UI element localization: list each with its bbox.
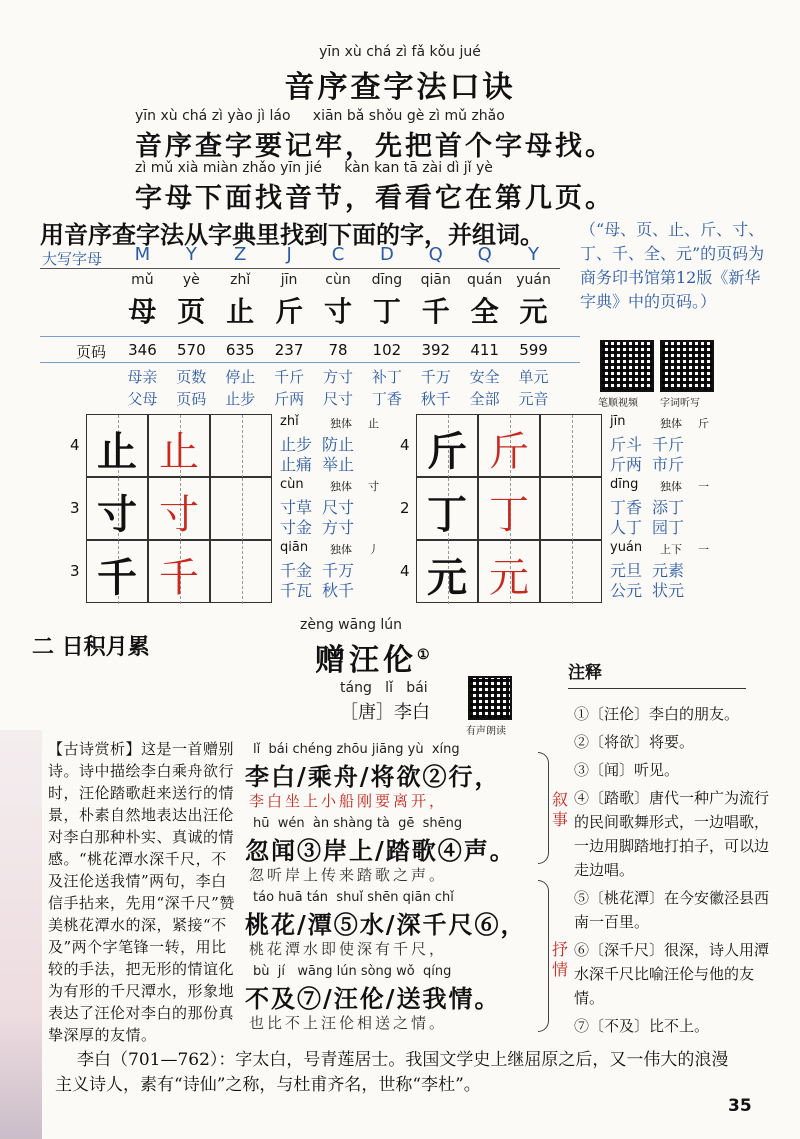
grid-guide — [242, 415, 243, 478]
grid-guide — [242, 478, 243, 541]
radical: 斤 — [698, 417, 709, 430]
word-cell: 千万 — [420, 368, 451, 386]
structure-tag: 独体 — [660, 480, 682, 493]
example-word: 公元 — [610, 581, 643, 600]
notes-list — [574, 702, 774, 1042]
poem-author: ［唐］李白 — [340, 702, 430, 723]
model-char: 止 — [97, 428, 137, 475]
stroke-count: 4 — [400, 562, 410, 580]
pages-label: 页码 — [76, 343, 107, 361]
writing-cell — [210, 540, 272, 603]
divider — [568, 688, 746, 689]
model-char: 丁 — [427, 491, 467, 538]
model-char: 寸 — [97, 491, 137, 538]
page-number-cell: 635 — [225, 341, 255, 359]
word-cell: 安全 — [469, 368, 500, 386]
radical: 寸 — [368, 480, 379, 493]
model-char: 元 — [427, 554, 467, 601]
example-word: 止痛 — [280, 455, 313, 474]
pages-row — [118, 341, 558, 361]
char-pinyin: qiān — [280, 540, 309, 555]
verse1: 音序查字要记牢，先把首个字母找。 — [135, 131, 615, 162]
capital-letters-row — [118, 244, 558, 266]
writing-cell — [210, 477, 272, 540]
structure-tag: 上下 — [660, 543, 682, 556]
word-cell: 母亲 — [127, 368, 158, 386]
verse2: 字母下面找音节，看看它在第几页。 — [135, 183, 615, 214]
traced-char: 寸 — [159, 492, 199, 538]
example-word: 方寸 — [322, 518, 355, 537]
page-number-cell: 237 — [274, 341, 304, 359]
note-item: ②〔将欲〕将要。 — [574, 733, 695, 751]
divider — [40, 268, 560, 269]
page-title: 音序查字法口诀 — [284, 70, 516, 105]
capital-letter: Z — [234, 244, 247, 265]
notes-title: 注释 — [568, 663, 602, 683]
word-cell: 全部 — [469, 390, 500, 408]
table-char: 千 — [421, 295, 450, 328]
stroke-count: 4 — [400, 436, 410, 454]
char-pinyin: cùn — [325, 272, 351, 288]
capital-letter: D — [379, 244, 394, 265]
poem-title-pinyin: zèng wāng lún — [300, 617, 403, 633]
note-item: ④〔踏歌〕唐代一种广为流行的民间歌舞形式，一边唱歌，一边用脚踏地打拍子，可以边走边唱。 — [574, 789, 770, 879]
example-word: 园丁 — [652, 518, 685, 537]
char-pinyin: yè — [182, 272, 200, 288]
table-char: 止 — [226, 295, 255, 328]
poem-body — [245, 742, 545, 1042]
divider — [40, 362, 580, 363]
word-cell: 秋千 — [420, 390, 451, 408]
table-char: 斤 — [275, 295, 304, 328]
poem-line: 李白/乘舟/将欲②行， — [245, 762, 501, 791]
example-word: 人丁 — [610, 518, 643, 537]
word-cell: 页码 — [176, 390, 207, 408]
page-number-cell: 599 — [519, 341, 548, 359]
author-pinyin: táng lǐ bái — [340, 680, 428, 696]
page-number-cell: 346 — [128, 341, 157, 359]
example-word: 元素 — [652, 561, 685, 580]
example-word: 市斤 — [652, 455, 685, 474]
stroke-count: 3 — [70, 499, 80, 517]
word-cell: 方寸 — [322, 368, 353, 386]
page-number-cell: 102 — [372, 341, 402, 359]
example-word: 寸金 — [280, 518, 313, 537]
label-narrative: 叙事 — [552, 790, 569, 829]
example-word: 添丁 — [652, 498, 685, 517]
word-cell: 页数 — [176, 368, 207, 386]
qr-label-stroke-video: 笔顺视频 — [598, 398, 638, 409]
divider — [40, 336, 580, 337]
writing-grid-right — [400, 412, 770, 607]
radical: 一 — [698, 480, 709, 493]
char-pinyin: dīng — [371, 272, 403, 288]
qr-label-dictation: 字词听写 — [660, 398, 700, 409]
char-pinyin: cùn — [280, 477, 304, 492]
capital-letter: Q — [428, 244, 443, 265]
example-word: 千万 — [322, 561, 355, 580]
pinyin-row — [118, 272, 558, 292]
word-cell: 补丁 — [371, 368, 402, 386]
poem-line-pinyin: bù jí wāng lún sòng wǒ qíng — [253, 964, 452, 979]
example-word: 丁香 — [610, 498, 643, 517]
char-pinyin: quán — [467, 272, 503, 288]
example-word: 千金 — [280, 561, 313, 580]
characters-row — [118, 290, 558, 330]
page-number-cell: 570 — [176, 341, 206, 359]
stroke-count: 2 — [400, 499, 410, 517]
table-char: 丁 — [372, 295, 401, 328]
example-word: 秋千 — [322, 581, 355, 600]
capital-letter: Y — [528, 244, 540, 265]
traced-char: 丁 — [489, 492, 529, 538]
structure-tag: 独体 — [660, 417, 682, 430]
grid-guide — [242, 541, 243, 604]
char-pinyin: mǔ — [131, 272, 154, 288]
example-word: 防止 — [322, 435, 355, 454]
poem-line: 忽闻③岸上/踏歌④声。 — [245, 836, 516, 865]
word-cell: 停止 — [225, 368, 256, 386]
capital-letter: Q — [477, 244, 492, 265]
writing-cell — [540, 540, 602, 603]
word-cell: 元音 — [518, 390, 549, 408]
capital-letter: Y — [185, 244, 197, 265]
poem-translation: 桃花潭水即使深有千尺， — [249, 940, 448, 958]
writing-cell — [210, 414, 272, 477]
table-char: 页 — [177, 295, 206, 328]
poem-translation: 也比不上汪伦相送之情。 — [249, 1014, 448, 1032]
writing-grid-left — [70, 412, 410, 607]
example-word: 千斤 — [652, 435, 685, 454]
poem-title — [315, 635, 434, 679]
poem-translation: 李白坐上小船刚要离开， — [249, 792, 448, 810]
table-char: 元 — [519, 295, 548, 328]
example-word: 千瓦 — [280, 581, 313, 600]
page-number-cell: 78 — [328, 341, 348, 359]
note-item: ③〔闻〕听见。 — [574, 761, 680, 779]
stroke-count: 4 — [70, 436, 80, 454]
poem-translation: 忽听岸上传来踏歌之声。 — [249, 866, 448, 884]
radical: 丿 — [368, 543, 379, 556]
page-number-cell: 392 — [421, 341, 451, 359]
example-word: 斤两 — [610, 455, 643, 474]
char-pinyin: zhǐ — [230, 272, 251, 288]
author-bio: 李白（701—762）：字太白，号青莲居士。我国文学史上继屈原之后，又一伟大的浪漫主义诗人，素有“诗仙”之称，与杜甫齐名，世称“李杜”。 — [55, 1050, 729, 1095]
traced-char: 止 — [159, 429, 199, 475]
poem-line-pinyin: táo huā tán shuǐ shēn qiān chǐ — [253, 890, 454, 905]
poem-appreciation: 【古诗赏析】这是一首赠别诗。诗中描绘李白乘舟欲行时，汪伦踏歌赶来送行的情景，朴素自然地表达出汪伦对李白那种朴实、真诚的情感。“桃花潭水深千尺，不及汪伦送我情”两句，李白信手拈来，先用“深千尺”赞美桃花潭水的深，紧接“不及”两个字笔锋一转，用比较的手法，把无形的情谊化为有形的千尺潭水，形象地表达了汪伦对李白的那份真挚深厚的友情。 — [48, 740, 235, 1044]
qr-code-audio[interactable] — [468, 676, 512, 720]
capital-letter: J — [286, 244, 292, 265]
model-char: 千 — [97, 554, 137, 601]
qr-label-audio: 有声朗读 — [466, 726, 506, 737]
page-number-cell: 411 — [470, 341, 499, 359]
word-cell: 斤两 — [274, 390, 305, 408]
structure-tag: 独体 — [330, 417, 352, 430]
traced-char: 斤 — [489, 429, 529, 475]
section-heading: 二 日积月累 — [32, 635, 150, 660]
grid-guide — [572, 415, 573, 478]
table-char: 母 — [128, 295, 157, 328]
example-word: 寸草 — [280, 498, 313, 517]
grid-guide — [572, 541, 573, 604]
verse1-pinyin: yīn xù chá zì yào jì láo xiān bǎ shǒu gè zì mǔ zhǎo — [135, 108, 505, 124]
example-word: 举止 — [322, 455, 355, 474]
poem-line: 不及⑦/汪伦/送我情。 — [245, 984, 501, 1013]
note-item: ①〔汪伦〕李白的朋友。 — [574, 705, 740, 723]
letters-label: 大写字母 — [42, 250, 103, 268]
label-lyrical: 抒情 — [552, 940, 569, 979]
bracket — [538, 880, 549, 1032]
table-char: 全 — [470, 295, 499, 328]
word-cell: 止步 — [225, 390, 256, 408]
word-cell: 单元 — [518, 368, 549, 386]
poem-line-pinyin: lǐ bái chéng zhōu jiāng yù xíng — [253, 742, 460, 757]
char-pinyin: zhǐ — [280, 414, 299, 429]
example-word: 止步 — [280, 435, 313, 454]
bracket — [538, 752, 549, 864]
qr-code-stroke-video[interactable] — [600, 340, 654, 392]
example-word: 斤斗 — [610, 435, 643, 454]
decorative-illustration — [0, 730, 42, 1139]
char-pinyin: yuán — [516, 272, 551, 288]
qr-code-dictation[interactable] — [660, 340, 714, 392]
poem-line: 桃花/潭⑤水/深千尺⑥， — [245, 910, 527, 939]
capital-letter: C — [331, 244, 345, 265]
structure-tag: 独体 — [330, 480, 352, 493]
word-cell: 千斤 — [274, 368, 305, 386]
note-item: ⑥〔深千尺〕很深，诗人用潭水深千尺比喻汪伦与他的友情。 — [574, 941, 770, 1007]
word-cell: 父母 — [127, 390, 158, 408]
words-row-2 — [118, 388, 558, 408]
note-item: ⑤〔桃花潭〕在今安徽泾县西南一百里。 — [574, 889, 770, 931]
grid-guide — [572, 478, 573, 541]
writing-cell — [540, 414, 602, 477]
capital-letter: M — [134, 244, 151, 265]
example-word: 状元 — [652, 581, 685, 600]
verse2-pinyin: zì mǔ xià miàn zhǎo yīn jié kàn kan tā zài dì jǐ yè — [135, 160, 493, 176]
poem-title-text: 赠汪伦 — [315, 643, 417, 678]
char-pinyin: jīn — [610, 414, 626, 429]
example-word: 元旦 — [610, 561, 643, 580]
note-item: ⑦〔不及〕比不上。 — [574, 1017, 710, 1035]
example-word: 尺寸 — [322, 498, 355, 517]
char-pinyin: qiān — [420, 272, 451, 288]
structure-tag: 独体 — [330, 543, 352, 556]
radical: 一 — [698, 543, 709, 556]
word-cell: 尺寸 — [322, 390, 353, 408]
traced-char: 元 — [489, 555, 529, 601]
model-char: 斤 — [427, 428, 467, 475]
page-number: 35 — [728, 1096, 752, 1116]
char-pinyin: jīn — [280, 272, 298, 288]
traced-char: 千 — [159, 555, 199, 601]
stroke-count: 3 — [70, 562, 80, 580]
char-pinyin: yuán — [610, 540, 643, 555]
poem-note-mark: ① — [417, 647, 434, 663]
words-row-1 — [118, 366, 558, 386]
radical: 止 — [368, 417, 379, 430]
char-pinyin: dīng — [610, 477, 639, 492]
exercise-instruction: 用音序查字法从字典里找到下面的字，并组词。 — [40, 220, 544, 249]
writing-cell — [540, 477, 602, 540]
title-pinyin: yīn xù chá zì fǎ kǒu jué — [319, 44, 481, 60]
word-cell: 丁香 — [371, 390, 402, 408]
page-note: （“母、页、止、斤、寸、丁、千、全、元”的页码为商务印书馆第12版《新华字典》中的页码。） — [580, 220, 765, 311]
poem-line-pinyin: hū wén àn shàng tà gē shēng — [253, 816, 463, 831]
table-char: 寸 — [323, 295, 352, 328]
